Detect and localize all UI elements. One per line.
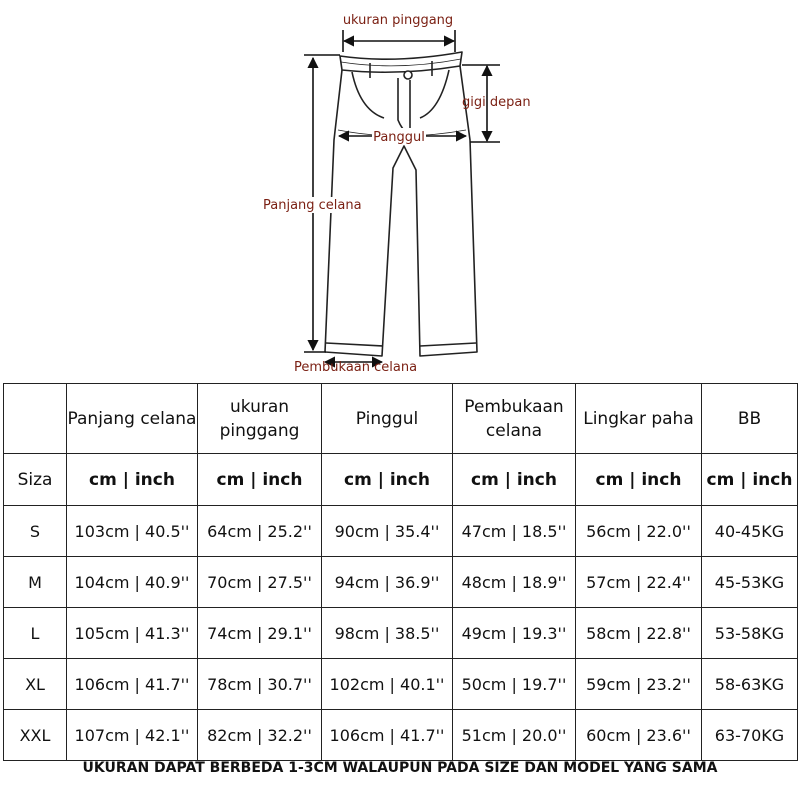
- table-cell: 53-58KG: [702, 608, 798, 659]
- table-cell: 48cm | 18.9'': [453, 557, 576, 608]
- table-row: [4, 608, 798, 659]
- table-cell: 47cm | 18.5'': [453, 506, 576, 557]
- header-cell: Pinggul: [322, 384, 453, 454]
- table-header-row: [4, 384, 798, 454]
- table-cell: 51cm | 20.0'': [453, 710, 576, 761]
- waist-measure-arrow: [343, 30, 455, 52]
- length-label: Panjang celana: [263, 198, 362, 213]
- table-cell: 45-53KG: [702, 557, 798, 608]
- unit-cell: cm | inch: [576, 454, 702, 506]
- unit-cell: cm | inch: [453, 454, 576, 506]
- waist-label: ukuran pinggang: [342, 13, 454, 28]
- size-cell: XXL: [4, 710, 67, 761]
- unit-cell: cm | inch: [322, 454, 453, 506]
- table-cell: 57cm | 22.4'': [576, 557, 702, 608]
- leg-opening-label: Pembukaan celana: [294, 360, 418, 375]
- table-row: [4, 557, 798, 608]
- table-cell: 40-45KG: [702, 506, 798, 557]
- size-cell: L: [4, 608, 67, 659]
- front-rise-label: gigi depan: [462, 95, 531, 110]
- table-cell: 56cm | 22.0'': [576, 506, 702, 557]
- table-cell: 107cm | 42.1'': [67, 710, 198, 761]
- hip-label: Panggul: [373, 130, 425, 145]
- header-cell: Panjang celana: [67, 384, 198, 454]
- table-cell: 90cm | 35.4'': [322, 506, 453, 557]
- table-cell: 78cm | 30.7'': [198, 659, 322, 710]
- table-units-row: [4, 454, 798, 506]
- table-cell: 104cm | 40.9'': [67, 557, 198, 608]
- table-row: [4, 659, 798, 710]
- table-cell: 103cm | 40.5'': [67, 506, 198, 557]
- table-cell: 70cm | 27.5'': [198, 557, 322, 608]
- table-cell: 58cm | 22.8'': [576, 608, 702, 659]
- table-cell: 106cm | 41.7'': [67, 659, 198, 710]
- table-cell: 63-70KG: [702, 710, 798, 761]
- size-column-header: Siza: [4, 454, 67, 506]
- size-cell: XL: [4, 659, 67, 710]
- header-cell: Lingkar paha: [576, 384, 702, 454]
- header-cell: Pembukaan celana: [453, 384, 576, 454]
- table-cell: 82cm | 32.2'': [198, 710, 322, 761]
- size-disclaimer-note: UKURAN DAPAT BERBEDA 1-3CM WALAUPUN PADA SIZE DAN MODEL YANG SAMA: [82, 760, 718, 776]
- header-cell: BB: [702, 384, 798, 454]
- table-cell: 74cm | 29.1'': [198, 608, 322, 659]
- size-chart-table: [3, 383, 798, 761]
- table-cell: 105cm | 41.3'': [67, 608, 198, 659]
- table-cell: 64cm | 25.2'': [198, 506, 322, 557]
- size-cell: M: [4, 557, 67, 608]
- header-cell: [4, 384, 67, 454]
- table-cell: 102cm | 40.1'': [322, 659, 453, 710]
- table-row: [4, 506, 798, 557]
- unit-cell: cm | inch: [67, 454, 198, 506]
- table-cell: 50cm | 19.7'': [453, 659, 576, 710]
- unit-cell: cm | inch: [702, 454, 798, 506]
- unit-cell: cm | inch: [198, 454, 322, 506]
- table-cell: 106cm | 41.7'': [322, 710, 453, 761]
- table-cell: 58-63KG: [702, 659, 798, 710]
- table-cell: 94cm | 36.9'': [322, 557, 453, 608]
- table-cell: 49cm | 19.3'': [453, 608, 576, 659]
- table-cell: 60cm | 23.6'': [576, 710, 702, 761]
- size-cell: S: [4, 506, 67, 557]
- header-cell: ukuran pinggang: [198, 384, 322, 454]
- table-cell: 98cm | 38.5'': [322, 608, 453, 659]
- table-row: [4, 710, 798, 761]
- pants-measurement-diagram: [0, 0, 800, 380]
- table-cell: 59cm | 23.2'': [576, 659, 702, 710]
